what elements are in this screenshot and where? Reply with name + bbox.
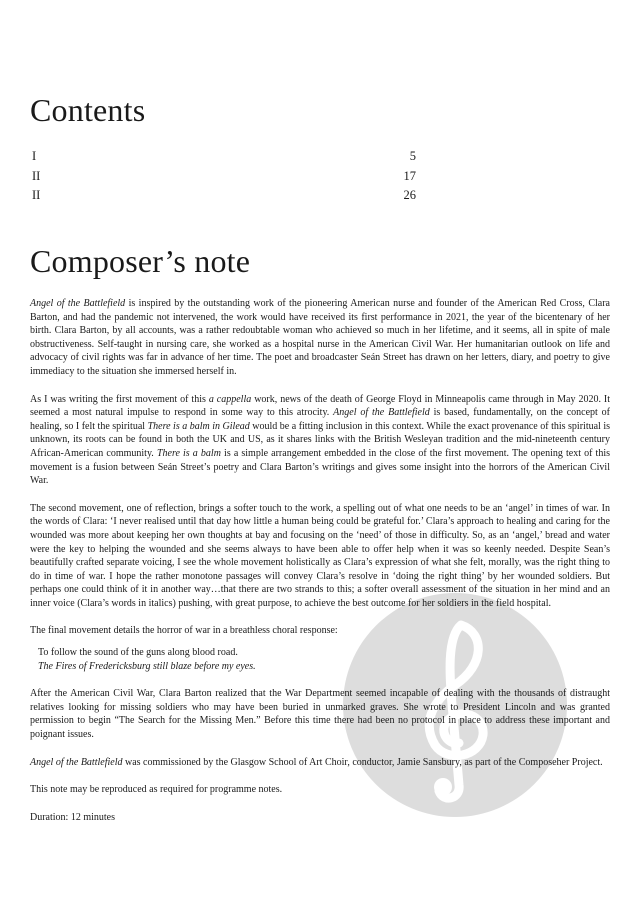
composers-note-heading: Composer’s note [30,243,251,279]
note-paragraph: The second movement, one of reflection, brings a softer touch to the work, a spelling out of what one needs to be an ‘angel’ in times of war. In the words of Clara: ‘I never realised until that day how little a human being could be grateful for.’ Clara’s approach to healing and caring for the wounded was more about keeping her own thoughts at bay and focusing on the ‘need’ of those in difficulty. So, as an ‘angel,’ bread and water were the key to helping the wounded and she seems always to have been able to offer help when it was so keenly needed. Despite Sean’s beautifully crafted separate voicing, I see the whole movement holistically as Clara’s expression of what she felt, morally, was the right thing to do in time of war. I hope the rather monotone passages will convey Clara’s resolve in ‘doing the right thing’ by her wounded soldiers. But perhaps one could think of it in another way…that there are two strands to this; a softer overall assessment of the situation in her mind and an inner voice (Clara’s words in italics) pushing, with great purpose, to achieve the best outcome for her soldiers in the field hospital. [30,502,610,609]
toc-entry[interactable] [32,147,416,167]
paragraph-text: work, news of the death of George Floyd in Minneapolis came through in May 2020. It seemed a most natural impulse to respond in some way to this atrocity. [30,393,611,419]
paragraph-text: was commissioned by the Glasgow School of Art Choir, conductor, Jamie Sansbury, as part of the Composeher Project. [122,756,603,768]
work-title: Angel of the Battlefield [30,298,126,309]
spiritual-title: There is a balm [156,447,221,459]
paragraph-text: is based, fundamentally, on the concept of healing, so I felt the spiritual [30,407,610,432]
quoted-text [30,646,610,673]
note-paragraph [30,756,610,770]
note-paragraph: This note may be reproduced as required for programme notes. [30,784,283,796]
toc-entry-page: 26 [403,188,416,202]
toc-entry[interactable] [32,186,416,206]
spiritual-title: There is a balm in Gilead [147,420,250,432]
paragraph-text: As I was writing the first movement of this [30,393,209,405]
work-title: Angel of the Battlefield [30,756,123,768]
toc-entry-page: 17 [403,168,416,183]
note-paragraph: The final movement details the horror of war in a breathless choral response: [30,625,338,637]
composers-note-body [30,297,610,838]
toc-entry-label: II [32,188,41,202]
toc-entry[interactable] [32,167,416,187]
toc-entry-label: I [32,149,37,163]
table-of-contents [32,147,416,206]
quote-line: To follow the sound of the guns along blood road. [38,647,238,659]
toc-entry-label: II [32,168,41,183]
work-title: Angel of the Battlefield [333,407,430,419]
duration: Duration: 12 minutes [30,811,115,823]
paragraph-text: is a simple arrangement embedded in the close of the first movement. The opening text of this movement is a fusion between Seán Street’s poetry and Clara Barton’s writings and gives some insight into the horrors of the American Civil War. [30,447,610,487]
contents-heading: Contents [30,92,146,128]
quote-line: The Fires of Fredericksburg still blaze before my eyes. [38,660,256,672]
note-paragraph [30,393,610,488]
paragraph-text: is inspired by the outstanding work of the pioneering American nurse and founder of the American Red Cross, Clara Barton, and had the pandemic not intervened, the work would have received its first performance in 2021, the year of the bicentenary of her birth. Clara Barton, by all accounts, was a rather redoubtable woman who achieved so much in her lifetime, and it seems, all in spite of male obstructiveness. Self-taught in nursing care, she worked as a hospital nurse in the American Civil War. Her humanitarian outlook on life and advocacy of civil rights was far in advance of her time. The poet and broadcaster Seán Street has drawn on her letters, diary, and poetry to give immediacy to the situation she immersed herself in. [30,298,610,377]
toc-entry-page: 5 [409,149,416,163]
paragraph-text: would be a fitting inclusion in this context. While the exact provenance of this spiritual is unknown, its roots can be found in both the UK and US, as it shares links with the British Wesleyan tradition and the mid-nineteenth century African-American community. [30,420,611,459]
note-paragraph: After the American Civil War, Clara Barton realized that the War Department seemed incapable of dealing with the thousands of distraught relatives looking for missing soldiers who may have been buried in unmarked graves. She wrote to President Lincoln and was granted permission to begin “The Search for the Missing Men.” Before this time there had been no protocol in place to address these important and poignant issues. [30,688,610,741]
italic-term: a cappella [208,393,252,405]
note-paragraph [30,297,610,379]
